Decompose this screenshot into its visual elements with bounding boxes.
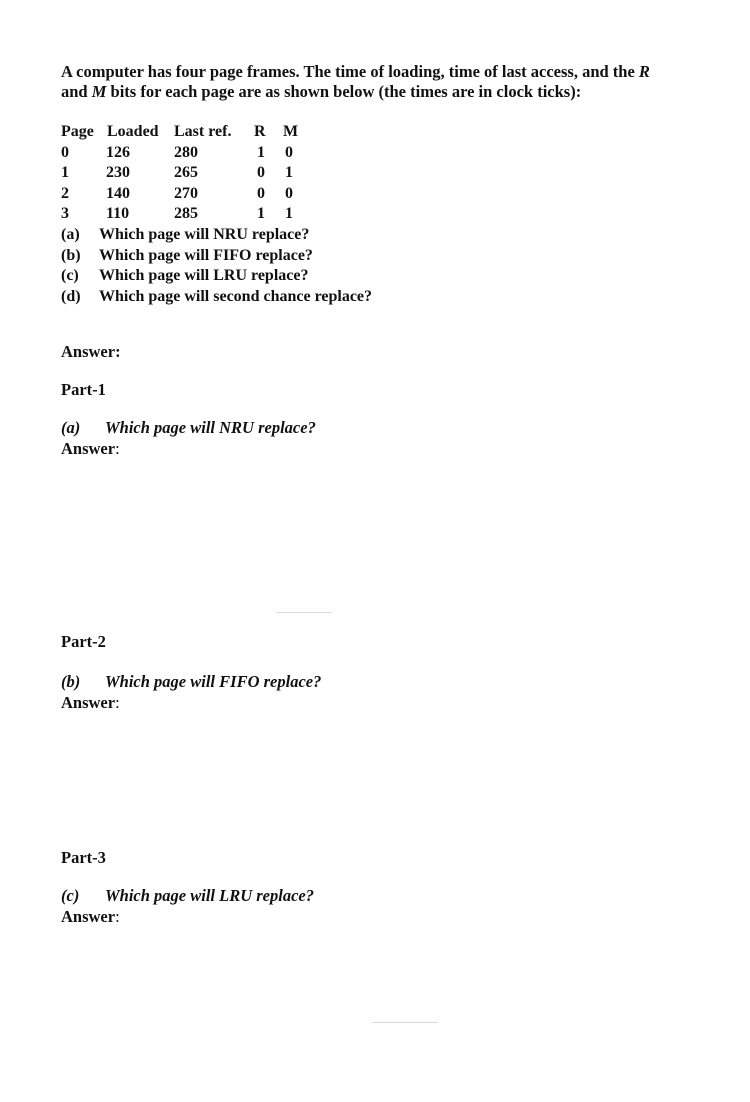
cell-loaded: 126 xyxy=(106,143,130,161)
part-3-question-text: Which page will LRU replace? xyxy=(105,886,314,905)
cell-r: 1 xyxy=(257,143,265,161)
part-1-question-label: (a) xyxy=(61,418,81,437)
answer-heading: Answer: xyxy=(61,342,121,361)
part-3-question xyxy=(61,886,314,906)
m-symbol: M xyxy=(91,82,107,101)
part-3-answer-colon: : xyxy=(115,907,120,926)
header-page: Page xyxy=(61,123,94,140)
cell-last-ref: 280 xyxy=(174,143,198,161)
header-loaded: Loaded xyxy=(107,123,159,140)
header-r: R xyxy=(254,123,266,140)
part-2-answer-label: Answer xyxy=(61,693,116,712)
problem-statement xyxy=(61,62,711,102)
cell-page: 2 xyxy=(61,184,69,202)
intro-text-2: and xyxy=(61,82,92,101)
cell-loaded: 140 xyxy=(106,184,130,202)
cell-r: 0 xyxy=(257,164,265,181)
cell-m: 0 xyxy=(285,143,293,161)
part-2-answer-colon: : xyxy=(115,693,120,712)
cell-r: 0 xyxy=(257,184,265,202)
part-1-title: Part-1 xyxy=(61,380,106,399)
part-3-title: Part-3 xyxy=(61,848,106,867)
cell-last-ref: 265 xyxy=(174,164,198,181)
faint-mark xyxy=(276,612,332,613)
question-text: Which page will NRU replace? xyxy=(99,226,310,243)
question-label: (c) xyxy=(61,267,79,284)
cell-last-ref: 285 xyxy=(174,205,198,222)
cell-page: 1 xyxy=(61,164,69,181)
part-1-question-text: Which page will NRU replace? xyxy=(105,418,316,437)
part-2-question xyxy=(61,672,321,692)
question-label: (a) xyxy=(61,226,80,243)
intro-text-3: bits for each page are as shown below (the times are in clock ticks): xyxy=(106,82,582,101)
intro-text-1: A computer has four page frames. The time of loading, time of last access, and the xyxy=(61,62,639,81)
faint-mark xyxy=(372,1022,438,1023)
part-1-answer xyxy=(61,439,120,459)
header-m: M xyxy=(283,123,299,140)
part-2-title: Part-2 xyxy=(61,632,106,651)
cell-m: 1 xyxy=(285,205,293,222)
part-3-answer xyxy=(61,907,120,927)
part-3-question-label: (c) xyxy=(61,886,80,905)
question-text: Which page will LRU replace? xyxy=(99,267,309,284)
question-label: (d) xyxy=(61,287,81,305)
cell-r: 1 xyxy=(257,205,265,222)
cell-page: 0 xyxy=(61,143,69,161)
cell-loaded: 110 xyxy=(106,205,130,222)
cell-m: 1 xyxy=(285,164,293,181)
header-last-ref: Last ref. xyxy=(174,123,232,140)
part-2-question-label: (b) xyxy=(61,672,81,691)
cell-m: 0 xyxy=(285,184,293,202)
part-2-question-text: Which page will FIFO replace? xyxy=(105,672,322,691)
question-label: (b) xyxy=(61,246,81,264)
part-1-answer-label: Answer xyxy=(61,439,116,458)
r-symbol: R xyxy=(638,62,650,81)
cell-page: 3 xyxy=(61,205,69,222)
question-text: Which page will FIFO replace? xyxy=(99,246,313,264)
question-text: Which page will second chance replace? xyxy=(99,287,373,305)
cell-last-ref: 270 xyxy=(174,184,198,202)
part-1-question xyxy=(61,418,316,438)
part-2-answer xyxy=(61,693,120,713)
part-3-answer-label: Answer xyxy=(61,907,116,926)
cell-loaded: 230 xyxy=(106,164,130,181)
part-1-answer-colon: : xyxy=(115,439,120,458)
